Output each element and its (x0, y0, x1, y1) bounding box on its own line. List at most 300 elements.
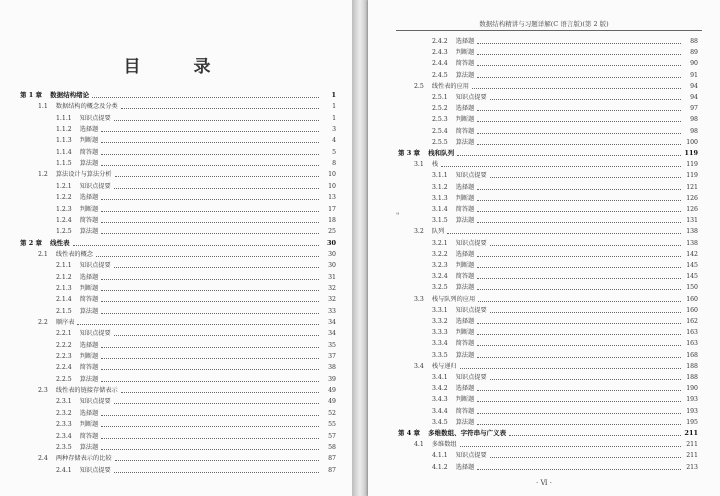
toc-leader-dots (477, 77, 681, 78)
toc-title: 选择题 (455, 38, 475, 45)
toc-number: 3.2.3 (432, 262, 448, 269)
toc-title: 知识点提要 (79, 182, 111, 190)
book-gutter (352, 0, 368, 496)
toc-number: 3.2.2 (432, 250, 448, 258)
toc-page-number: 211 (686, 441, 698, 449)
toc-subsection-row[interactable] (432, 58, 698, 69)
toc-title: 数据结构的概念及分类 (55, 103, 118, 111)
toc-number: 2.3.5 (56, 443, 72, 451)
toc-number: 2.4.1 (56, 466, 72, 474)
toc-number: 3.4.5 (432, 418, 448, 426)
toc-number: 2.5.5 (432, 138, 448, 146)
toc-subsection-row[interactable] (432, 450, 698, 461)
toc-leader-dots (101, 290, 319, 291)
toc-title: 简答题 (455, 206, 475, 213)
toc-title: 判断题 (79, 421, 99, 429)
toc-leader-dots (447, 233, 681, 234)
toc-title: 判断题 (455, 49, 475, 57)
toc-leader-dots (478, 301, 681, 302)
toc-title: 知识点提要 (455, 306, 487, 314)
toc-subsection-row[interactable] (432, 215, 698, 226)
toc-leader-dots (101, 358, 319, 359)
toc-number: 2.5.1 (432, 94, 448, 101)
toc-subsection-row[interactable] (56, 135, 336, 146)
toc-title: 简答题 (79, 216, 99, 224)
toc-number: 3.4.4 (432, 407, 448, 415)
toc-subsection-row[interactable] (432, 305, 698, 316)
toc-leader-dots (101, 154, 319, 155)
toc-leader-dots (477, 345, 681, 346)
toc-number: 2.2.5 (56, 375, 72, 383)
toc-subsection-row[interactable] (432, 462, 698, 473)
toc-subsection-row[interactable] (432, 406, 698, 417)
toc-page-number: 195 (686, 418, 698, 426)
toc-number: 1.1.5 (56, 160, 72, 168)
toc-leader-dots (477, 401, 681, 402)
toc-page-number: 25 (328, 228, 336, 236)
toc-leader-dots (101, 222, 319, 223)
toc-title: 线性表的应用 (431, 82, 469, 90)
toc-number: 1.1.2 (56, 126, 72, 134)
page-number: · Ⅵ · (536, 479, 552, 487)
toc-page-number: 145 (686, 273, 698, 281)
toc-number: 3.1.5 (432, 217, 448, 225)
toc-leader-dots (477, 110, 681, 111)
toc-number: 2.1.3 (56, 284, 72, 292)
toc-title: 选择题 (79, 126, 99, 134)
toc-title: 选择题 (455, 250, 475, 258)
toc-number: 3.1 (414, 161, 424, 169)
toc-page-number: 162 (686, 318, 698, 325)
toc-subsection-row[interactable] (56, 328, 336, 339)
toc-page-number: 87 (328, 455, 336, 463)
toc-subsection-row[interactable] (56, 340, 336, 351)
toc-page-number: 1 (332, 103, 336, 111)
toc-title: 线性表 (50, 238, 70, 247)
toc-title: 队列 (431, 228, 445, 236)
toc-subsection-row[interactable] (432, 103, 698, 114)
toc-page-number: 138 (686, 228, 698, 236)
toc-page-number: 88 (690, 38, 698, 45)
toc-chapter-row[interactable] (20, 238, 336, 249)
toc-page-number: 213 (686, 463, 698, 471)
toc-subsection-row[interactable] (56, 294, 336, 305)
toc-number: 2.2.4 (56, 364, 72, 372)
toc-page-number: 94 (690, 94, 698, 101)
toc-leader-dots (114, 403, 319, 404)
toc-number: 2.3.4 (56, 432, 72, 440)
toc-section-row[interactable] (38, 249, 336, 260)
toc-page-number: 119 (686, 172, 698, 180)
toc-page-number: 1 (331, 91, 336, 99)
toc-title: 选择题 (455, 463, 475, 471)
toc-page-number: 119 (684, 149, 698, 157)
toc-page-number: 98 (690, 127, 698, 135)
toc-number: 2.1.1 (56, 262, 72, 270)
toc-subsection-row[interactable] (56, 124, 336, 135)
toc-leader-dots (477, 469, 681, 470)
toc-subsection-row[interactable] (432, 260, 698, 271)
toc-section-row[interactable] (414, 361, 698, 372)
toc-section-row[interactable] (414, 226, 698, 237)
toc-leader-dots (114, 472, 319, 473)
toc-subsection-row[interactable] (56, 113, 336, 124)
toc-leader-dots (477, 121, 681, 122)
toc-page-number: 34 (328, 319, 336, 326)
toc-subsection-row[interactable] (432, 271, 698, 282)
toc-subsection-row[interactable] (56, 431, 336, 442)
toc-subsection-row[interactable] (56, 306, 336, 317)
toc-number: 第 4 章 (398, 429, 421, 437)
toc-subsection-row[interactable] (432, 238, 698, 249)
toc-number: 2.5.4 (432, 127, 448, 135)
toc-title: 简答题 (455, 340, 475, 348)
toc-number: 2.3.3 (56, 421, 72, 429)
toc-leader-dots (115, 460, 319, 461)
toc-leader-dots (101, 279, 319, 280)
toc-title: 算法题 (455, 418, 475, 426)
toc-subsection-row[interactable] (56, 362, 336, 373)
toc-title: 算法题 (79, 443, 99, 451)
toc-title: 简答题 (79, 364, 99, 372)
toc-leader-dots (115, 176, 319, 177)
toc-page-number: 119 (686, 161, 698, 169)
toc-section-row[interactable] (414, 159, 698, 170)
toc-chapter-row[interactable] (398, 148, 698, 159)
toc-leader-dots (490, 379, 681, 380)
toc-leader-dots (477, 334, 681, 335)
header-rule (396, 30, 702, 31)
toc-title: 选择题 (79, 194, 99, 202)
toc-leader-dots (121, 392, 319, 393)
toc-page-number: 97 (690, 105, 698, 113)
toc-page-number: 30 (326, 238, 336, 247)
toc-page-number: 31 (328, 273, 336, 281)
toc-leader-dots (101, 347, 319, 348)
toc-leader-dots (114, 267, 319, 268)
toc-subsection-row[interactable] (432, 137, 698, 148)
toc-page-number: 34 (328, 330, 336, 338)
toc-subsection-row[interactable] (56, 396, 336, 407)
toc-leader-dots (457, 155, 681, 156)
toc-subsection-row[interactable] (432, 394, 698, 405)
toc-number: 2.2.3 (56, 353, 72, 361)
toc-page-number: 38 (328, 364, 336, 372)
toc-number: 2.2 (38, 319, 48, 326)
toc-number: 2.5.3 (432, 116, 448, 124)
toc-section-row[interactable] (414, 294, 698, 305)
toc-subsection-row[interactable] (432, 70, 698, 81)
toc-number: 3.3 (414, 295, 424, 303)
toc-title: 选择题 (455, 385, 475, 393)
toc-number: 1.2.3 (56, 205, 72, 213)
toc-page-number: 30 (328, 250, 336, 258)
toc-page-number: 90 (690, 60, 698, 68)
toc-number: 3.1.1 (432, 172, 448, 180)
toc-page-number: 58 (328, 443, 336, 451)
toc-title: 简答题 (79, 148, 99, 156)
toc-leader-dots (114, 120, 319, 121)
toc-title: 算法题 (455, 351, 475, 359)
toc-subsection-row[interactable] (56, 192, 336, 203)
toc-section-row[interactable] (38, 385, 336, 396)
toc-page-number: 3 (332, 126, 336, 134)
toc-leader-dots (490, 457, 681, 458)
toc-page-number: 33 (328, 307, 336, 315)
toc-page-number: 126 (686, 206, 698, 213)
toc-title: 算法题 (455, 71, 475, 79)
toc-leader-dots (101, 165, 319, 166)
toc-page-number: 163 (686, 329, 698, 337)
toc-number: 1.1 (38, 103, 48, 111)
toc-page-number: 142 (686, 250, 698, 258)
toc-leader-dots (477, 357, 681, 358)
toc-title: 判断题 (79, 353, 99, 361)
toc-title: 知识点提要 (79, 398, 111, 406)
toc-number: 3.3.5 (432, 351, 448, 359)
toc-title: 栈 (431, 161, 439, 169)
toc-number: 2.2.2 (56, 341, 72, 349)
toc-subsection-row[interactable] (56, 374, 336, 385)
toc-subsection-row[interactable] (56, 283, 336, 294)
toc-number: 3.3.1 (432, 306, 448, 314)
toc-page-number: 32 (328, 284, 336, 292)
toc-page-number: 57 (328, 432, 336, 440)
toc-page-number: 35 (328, 341, 336, 349)
toc-number: 2.3.2 (56, 409, 72, 417)
toc-number: 1.1.1 (56, 114, 72, 122)
toc-subsection-row[interactable] (432, 170, 698, 181)
toc-title: 知识点提要 (79, 114, 111, 122)
toc-page-number: 188 (686, 362, 698, 370)
toc-page-number: 10 (328, 182, 336, 190)
toc-subsection-row[interactable] (56, 408, 336, 419)
toc-leader-dots (96, 256, 319, 257)
toc-title: 知识点提要 (455, 172, 487, 180)
toc-chapter-row[interactable] (20, 90, 336, 101)
toc-page-number: 4 (332, 137, 336, 145)
toc-title: 简答题 (455, 273, 475, 281)
toc-title: 栈与递归 (431, 362, 457, 370)
toc-title: 选择题 (79, 341, 99, 349)
toc-page-number: 126 (686, 194, 698, 202)
toc-title: 顺序表 (55, 319, 75, 326)
toc-number: 2.1.4 (56, 296, 72, 304)
toc-chapter-row[interactable] (398, 428, 698, 439)
toc-number: 2.3.1 (56, 398, 72, 406)
toc-page-number: 100 (686, 138, 698, 146)
toc-subsection-row[interactable] (432, 417, 698, 428)
toc-subsection-row[interactable] (56, 442, 336, 453)
toc-subsection-row[interactable] (432, 92, 698, 103)
toc-title: 算法题 (79, 160, 99, 168)
toc-subsection-row[interactable] (432, 249, 698, 260)
toc-title: 简答题 (455, 407, 475, 415)
toc-subsection-row[interactable] (432, 114, 698, 125)
toc-subsection-row[interactable] (432, 383, 698, 394)
toc-page-number: 32 (328, 296, 336, 304)
toc-title: 判断题 (455, 396, 475, 404)
toc-leader-dots (101, 369, 319, 370)
toc-page-number: 10 (328, 171, 336, 179)
toc-leader-dots (101, 142, 319, 143)
toc-number: 2.5.2 (432, 105, 448, 113)
toc-subsection-row[interactable] (56, 158, 336, 169)
toc-number: 3.1.2 (432, 183, 448, 191)
toc-page-number: 193 (686, 407, 698, 415)
toc-title: 判断题 (455, 329, 475, 337)
toc-subsection-row[interactable] (56, 465, 336, 476)
toc-leader-dots (77, 324, 319, 325)
toc-subsection-row[interactable] (432, 338, 698, 349)
toc-subsection-row[interactable] (432, 327, 698, 338)
toc-page-number: 1 (332, 114, 336, 122)
toc-leader-dots (92, 97, 319, 98)
page-title: 目 录 (123, 57, 229, 77)
toc-page-number: 89 (690, 49, 698, 57)
toc-number: 2.4 (38, 455, 48, 463)
toc-number: 3.2.4 (432, 273, 448, 281)
toc-subsection-row[interactable] (432, 282, 698, 293)
toc-number: 2.4.3 (432, 49, 448, 57)
toc-leader-dots (101, 301, 319, 302)
toc-leader-dots (121, 108, 319, 109)
toc-leader-dots (477, 413, 681, 414)
toc-subsection-row[interactable] (432, 126, 698, 137)
toc-number: 3.3.3 (432, 329, 448, 337)
toc-page-number: 5 (332, 148, 336, 156)
toc-number: 1.2.2 (56, 194, 72, 202)
toc-title: 判断题 (455, 262, 475, 269)
toc-page-number: 145 (686, 262, 698, 269)
toc-title: 算法题 (79, 228, 99, 236)
toc-leader-dots (101, 415, 319, 416)
toc-subsection-row[interactable] (432, 36, 698, 47)
toc-leader-dots (477, 256, 681, 257)
toc-number: 1.1.3 (56, 137, 72, 145)
toc-leader-dots (477, 424, 681, 425)
toc-number: 2.2.1 (56, 330, 72, 338)
toc-number: 3.4.3 (432, 396, 448, 404)
toc-section-row[interactable] (414, 439, 698, 450)
toc-title: 选择题 (79, 273, 99, 281)
toc-subsection-row[interactable] (56, 181, 336, 192)
toc-leader-dots (101, 426, 319, 427)
running-header: 数据结构精讲与习题详解(C 语言版)(第 2 版) (479, 20, 609, 28)
toc-section-row[interactable] (38, 317, 336, 328)
toc-number: 2.1 (38, 250, 48, 258)
toc-number: 4.1.1 (432, 452, 448, 460)
toc-title: 知识点提要 (455, 452, 487, 460)
toc-leader-dots (477, 189, 681, 190)
toc-leader-dots (460, 368, 681, 369)
toc-title: 线性表的概念 (55, 250, 93, 258)
toc-number: 3.4.1 (432, 374, 448, 381)
toc-subsection-row[interactable] (432, 316, 698, 327)
toc-leader-dots (114, 335, 319, 336)
toc-page-number: 163 (686, 340, 698, 348)
toc-subsection-row[interactable] (56, 419, 336, 430)
toc-page-number: 211 (686, 452, 698, 460)
toc-title: 判断题 (79, 137, 99, 145)
toc-title: 栈和队列 (428, 149, 455, 157)
toc-title: 简答题 (455, 60, 475, 68)
toc-subsection-row[interactable] (56, 226, 336, 237)
toc-title: 知识点提要 (455, 94, 487, 101)
toc-subsection-row[interactable] (432, 193, 698, 204)
toc-leader-dots (477, 144, 681, 145)
toc-leader-dots (509, 435, 681, 436)
toc-leader-dots (477, 65, 681, 66)
toc-leader-dots (73, 245, 319, 246)
toc-section-row[interactable] (38, 101, 336, 112)
toc-number: 3.1.4 (432, 206, 448, 213)
toc-section-row[interactable] (38, 453, 336, 464)
toc-number: 3.2 (414, 228, 424, 236)
toc-page-number: 190 (686, 385, 698, 393)
toc-title: 算法设计与算法分析 (55, 171, 112, 179)
toc-subsection-row[interactable] (56, 260, 336, 271)
toc-leader-dots (460, 446, 681, 447)
toc-subsection-row[interactable] (56, 215, 336, 226)
toc-subsection-row[interactable] (56, 147, 336, 158)
toc-subsection-row[interactable] (432, 47, 698, 58)
toc-subsection-row[interactable] (432, 204, 698, 215)
toc-page-number: 49 (328, 387, 336, 395)
toc-subsection-row[interactable] (56, 204, 336, 215)
toc-title: 数据结构绪论 (50, 91, 90, 99)
toc-number: 第 3 章 (398, 149, 421, 157)
toc-subsection-row[interactable] (432, 372, 698, 383)
toc-title: 判断题 (455, 194, 475, 202)
toc-subsection-row[interactable] (432, 182, 698, 193)
toc-title: 判断题 (79, 284, 99, 292)
toc-title: 简答题 (79, 296, 99, 304)
toc-page-number: 52 (328, 409, 336, 417)
toc-title: 简答题 (455, 127, 475, 135)
toc-title: 知识点提要 (455, 374, 487, 381)
toc-subsection-row[interactable] (432, 350, 698, 361)
toc-page-number: 37 (328, 353, 336, 361)
toc-subsection-row[interactable] (56, 272, 336, 283)
toc-title: 算法题 (79, 375, 99, 383)
toc-number: 2.4.4 (432, 60, 448, 68)
toc-page-number: 39 (328, 375, 336, 383)
toc-page-number: 55 (328, 421, 336, 429)
toc-leader-dots (477, 54, 681, 55)
toc-leader-dots (101, 313, 319, 314)
toc-section-row[interactable] (414, 81, 698, 92)
toc-page-number: 211 (684, 429, 698, 437)
toc-subsection-row[interactable] (56, 351, 336, 362)
toc-title: 算法题 (455, 217, 475, 225)
toc-number: 2.3 (38, 387, 48, 395)
toc-number: 第 1 章 (20, 91, 43, 99)
toc-title: 栈与队列的应用 (431, 295, 476, 303)
toc-leader-dots (472, 88, 681, 89)
toc-leader-dots (477, 200, 681, 201)
toc-leader-dots (477, 133, 681, 134)
toc-leader-dots (477, 222, 681, 223)
stray-mark: " (396, 212, 400, 220)
toc-leader-dots (477, 278, 681, 279)
toc-page-number: 13 (328, 194, 336, 202)
toc-leader-dots (490, 312, 681, 313)
toc-leader-dots (490, 99, 681, 100)
toc-section-row[interactable] (38, 169, 336, 180)
toc-page-number: 49 (328, 398, 336, 406)
toc-leader-dots (101, 233, 319, 234)
